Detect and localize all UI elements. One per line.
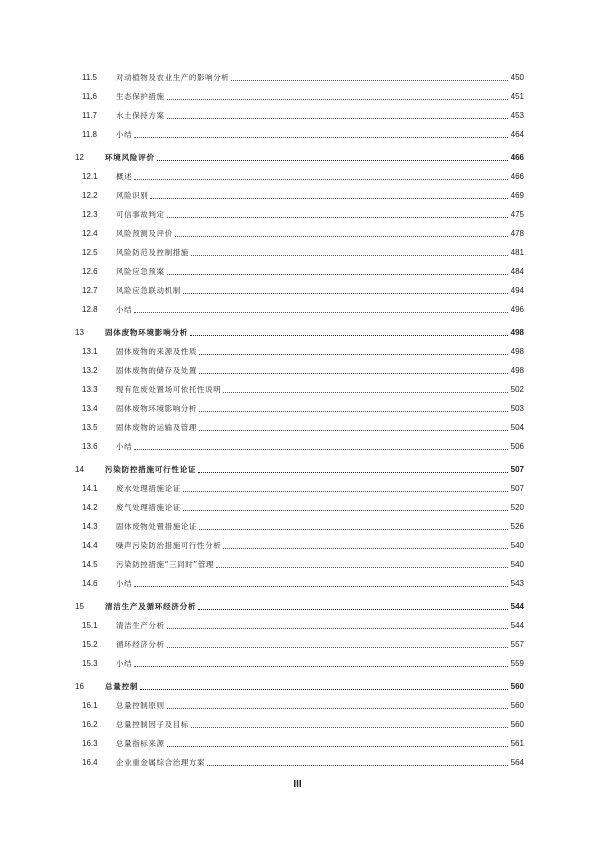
toc-dot-leader [191,727,508,728]
toc-entry-page: 481 [510,248,524,257]
toc-entry-number: 13.1 [82,347,98,356]
toc-section-entry[interactable] [0,208,595,222]
toc-section-entry[interactable] [0,619,595,633]
toc-entry-title: 小结 [116,442,133,451]
toc-entry-number: 14.4 [82,541,98,550]
toc-entry-number: 12.6 [82,267,98,276]
toc-section-entry[interactable] [0,402,595,416]
toc-entry-number: 12.4 [82,229,98,238]
toc-entry-number: 12.3 [82,210,98,219]
toc-dot-leader [167,99,508,100]
toc-entry-number: 15.1 [82,621,98,630]
toc-entry-title: 循环经济分析 [116,640,165,649]
toc-dot-leader [134,586,508,587]
toc-dot-leader [199,430,508,431]
toc-section-entry[interactable] [0,482,595,496]
toc-dot-leader [150,198,508,199]
toc-entry-number: 15 [75,602,84,611]
toc-section-entry[interactable] [0,718,595,732]
toc-entry-title: 小结 [116,659,133,668]
toc-dot-leader [175,236,508,237]
toc-dot-leader [190,335,508,336]
toc-entry-title: 风险识别 [116,191,149,200]
toc-entry-page: 484 [510,267,524,276]
toc-dot-leader [183,510,508,511]
toc-entry-number: 16.1 [82,701,98,710]
toc-entry-page: 498 [510,328,524,337]
toc-section-entry[interactable] [0,756,595,770]
toc-entry-page: 526 [510,522,524,531]
toc-section-entry[interactable] [0,303,595,317]
toc-section-entry[interactable] [0,71,595,85]
toc-entry-number: 13.3 [82,385,98,394]
toc-entry-page: 451 [510,92,524,101]
toc-dot-leader [199,373,508,374]
toc-entry-number: 11.8 [82,130,97,139]
toc-entry-title: 水土保持方案 [116,111,165,120]
toc-entry-number: 14.6 [82,579,98,588]
toc-entry-number: 14.2 [82,503,98,512]
toc-section-entry[interactable] [0,345,595,359]
toc-section-entry[interactable] [0,170,595,184]
toc-entry-title: 污染防控措施可行性论证 [105,465,197,474]
toc-dot-leader [183,491,508,492]
toc-entry-title: 风险应急联动机制 [116,286,181,295]
toc-entry-page: 560 [510,701,524,710]
toc-section-entry[interactable] [0,657,595,671]
toc-entry-number: 13 [75,328,84,337]
toc-entry-number: 14.3 [82,522,98,531]
toc-entry-page: 506 [510,442,524,451]
toc-section-entry[interactable] [0,520,595,534]
toc-entry-title: 概述 [116,172,133,181]
toc-entry-number: 16.4 [82,758,98,767]
toc-entry-number: 11.6 [82,92,97,101]
toc-dot-leader [223,548,508,549]
toc-entry-page: 466 [510,153,524,162]
toc-dot-leader [199,411,508,412]
toc-entry-number: 15.3 [82,659,98,668]
toc-entry-number: 14.5 [82,560,98,569]
toc-chapter-entry[interactable] [0,326,595,340]
toc-dot-leader [216,567,508,568]
toc-entry-title: 总量控制因子及目标 [116,720,189,729]
toc-entry-title: 总量指标来源 [116,739,165,748]
toc-entry-page: 498 [510,366,524,375]
toc-entry-number: 12.1 [82,172,98,181]
toc-entry-title: 固体废物的来源及性质 [116,347,197,356]
toc-entry-title: 固体废物环境影响分析 [105,328,188,337]
toc-entry-title: 现有危废处置场可依托性说明 [116,385,222,394]
toc-entry-page: 469 [510,191,524,200]
toc-entry-number: 12.8 [82,305,98,314]
toc-entry-title: 小结 [116,130,133,139]
toc-entry-title: 环境风险评价 [105,153,155,162]
toc-chapter-entry[interactable] [0,680,595,694]
toc-entry-page: 478 [510,229,524,238]
toc-section-entry[interactable] [0,501,595,515]
toc-section-entry[interactable] [0,109,595,123]
toc-entry-title: 生态保护措施 [116,92,165,101]
toc-chapter-entry[interactable] [0,463,595,477]
toc-section-entry[interactable] [0,383,595,397]
toc-entry-number: 12.2 [82,191,98,200]
toc-dot-leader [167,274,508,275]
toc-entry-page: 540 [510,560,524,569]
toc-entry-title: 废水处理措施论证 [116,484,181,493]
toc-dot-leader [134,312,508,313]
toc-entry-title: 固体废物的储存及处置 [116,366,197,375]
toc-entry-page: 544 [510,602,524,611]
toc-entry-number: 16.2 [82,720,98,729]
toc-entry-page: 450 [510,73,524,82]
toc-entry-title: 清洁生产分析 [116,621,165,630]
toc-section-entry[interactable] [0,246,595,260]
toc-entry-page: 502 [510,385,524,394]
toc-dot-leader [167,628,508,629]
toc-section-entry[interactable] [0,284,595,298]
toc-entry-title: 总量控制 [105,682,139,691]
toc-dot-leader [191,255,508,256]
toc-entry-page: 557 [510,640,524,649]
toc-entry-title: 固体废物处置措施论证 [116,522,197,531]
toc-entry-page: 498 [510,347,524,356]
toc-entry-page: 520 [510,503,524,512]
toc-entry-title: 小结 [116,579,133,588]
toc-dot-leader [134,666,508,667]
toc-entry-page: 540 [510,541,524,550]
toc-chapter-entry[interactable] [0,151,595,165]
toc-section-entry[interactable] [0,699,595,713]
toc-entry-number: 15.2 [82,640,98,649]
toc-dot-leader [167,746,508,747]
toc-dot-leader [199,354,508,355]
toc-dot-leader [134,449,508,450]
toc-entry-number: 11.5 [82,73,97,82]
toc-entry-number: 13.6 [82,442,98,451]
toc-section-entry[interactable] [0,90,595,104]
toc-dot-leader [167,647,508,648]
toc-section-entry[interactable] [0,364,595,378]
toc-dot-leader [167,217,508,218]
toc-dot-leader [134,137,508,138]
toc-entry-title: 废气处理措施论证 [116,503,181,512]
toc-chapter-entry[interactable] [0,600,595,614]
toc-entry-title: 风险应急预案 [116,267,165,276]
toc-entry-page: 560 [510,720,524,729]
page-number: III [293,779,302,790]
toc-section-entry[interactable] [0,421,595,435]
toc-entry-page: 543 [510,579,524,588]
toc-section-entry[interactable] [0,737,595,751]
toc-entry-page: 464 [510,130,524,139]
toc-dot-leader [167,118,508,119]
toc-entry-title: 风险防范及控制措施 [116,248,189,257]
toc-entry-title: 风险预测及评价 [116,229,173,238]
toc-entry-page: 544 [510,621,524,630]
toc-dot-leader [183,293,508,294]
toc-entry-page: 564 [510,758,524,767]
toc-entry-number: 11.7 [82,111,97,120]
toc-dot-leader [167,708,508,709]
toc-entry-title: 噪声污染防治措施可行性分析 [116,541,222,550]
toc-section-entry[interactable] [0,638,595,652]
toc-section-entry[interactable] [0,128,595,142]
toc-section-entry[interactable] [0,265,595,279]
toc-entry-title: 污染防控措施“三同时”管理 [116,560,215,569]
toc-entry-number: 12 [75,153,84,162]
toc-dot-leader [134,179,508,180]
toc-entry-title: 企业重金属综合治理方案 [116,758,206,767]
toc-section-entry[interactable] [0,227,595,241]
toc-dot-leader [223,392,508,393]
toc-entry-page: 453 [510,111,524,120]
toc-entry-page: 560 [510,682,524,691]
toc-dot-leader [198,472,508,473]
toc-entry-number: 14.1 [82,484,98,493]
toc-entry-title: 可信事故判定 [116,210,165,219]
toc-entry-page: 466 [510,172,524,181]
toc-section-entry[interactable] [0,189,595,203]
toc-entry-page: 503 [510,404,524,413]
toc-entry-number: 12.7 [82,286,98,295]
toc-entry-title: 总量控制原则 [116,701,165,710]
toc-entry-number: 16.3 [82,739,98,748]
toc-dot-leader [231,80,508,81]
toc-dot-leader [140,689,508,690]
toc-entry-number: 16 [75,682,84,691]
toc-entry-title: 固体废物的运输及管理 [116,423,197,432]
toc-entry-number: 14 [75,465,84,474]
toc-entry-title: 对动植物及农业生产的影响分析 [116,73,230,82]
toc-section-entry[interactable] [0,539,595,553]
toc-entry-title: 清洁生产及循环经济分析 [105,602,197,611]
toc-dot-leader [207,765,508,766]
toc-entry-page: 475 [510,210,524,219]
toc-entry-page: 561 [510,739,524,748]
toc-entry-page: 494 [510,286,524,295]
toc-entry-title: 小结 [116,305,133,314]
toc-entry-page: 507 [510,484,524,493]
toc-dot-leader [198,609,508,610]
toc-entry-number: 13.4 [82,404,98,413]
toc-dot-leader [157,160,508,161]
toc-section-entry[interactable] [0,577,595,591]
toc-entry-number: 13.5 [82,423,98,432]
toc-entry-page: 507 [510,465,524,474]
toc-entry-number: 12.5 [82,248,98,257]
toc-section-entry[interactable] [0,558,595,572]
toc-entry-page: 504 [510,423,524,432]
toc-entry-title: 固体废物环境影响分析 [116,404,197,413]
toc-dot-leader [199,529,508,530]
toc-entry-number: 13.2 [82,366,98,375]
toc-section-entry[interactable] [0,440,595,454]
toc-entry-page: 559 [510,659,524,668]
toc-entry-page: 496 [510,305,524,314]
